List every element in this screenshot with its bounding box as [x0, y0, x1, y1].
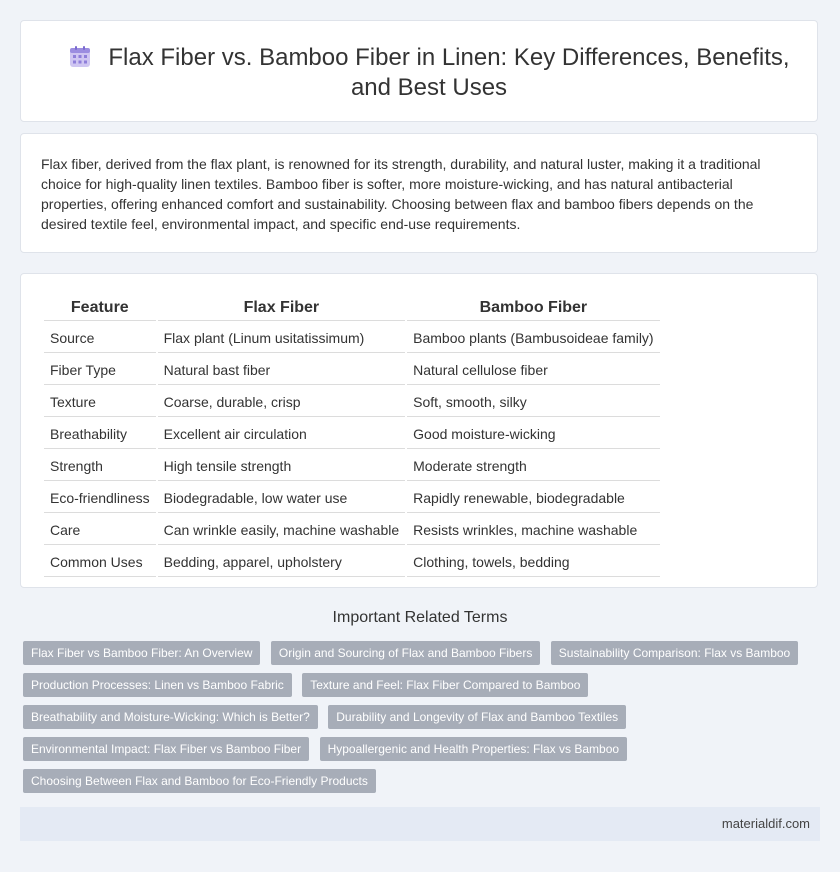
table-row	[44, 547, 660, 577]
related-term-tag[interactable]: Texture and Feel: Flax Fiber Compared to Bamboo	[302, 673, 588, 697]
intro-card	[20, 133, 818, 253]
related-term-tag[interactable]: Breathability and Moisture-Wicking: Which is Better?	[23, 705, 318, 729]
table-cell: Fiber Type	[44, 355, 156, 385]
table-cell: Strength	[44, 451, 156, 481]
title-card	[20, 20, 818, 122]
table-cell: Soft, smooth, silky	[407, 387, 659, 417]
table-cell: Bamboo plants (Bambusoideae family)	[407, 323, 659, 353]
page-title-text: Flax Fiber vs. Bamboo Fiber in Linen: Key Differences, Benefits, and Best Uses	[108, 44, 790, 101]
related-term-tag[interactable]: Production Processes: Linen vs Bamboo Fabric	[23, 673, 292, 697]
related-terms-tags	[23, 641, 813, 801]
header-feature: Feature	[44, 296, 156, 321]
table-cell: Eco-friendliness	[44, 483, 156, 513]
table-cell: Natural cellulose fiber	[407, 355, 659, 385]
comparison-table	[42, 294, 662, 579]
related-term-tag[interactable]: Choosing Between Flax and Bamboo for Eco-Friendly Products	[23, 769, 376, 793]
table-row	[44, 483, 660, 513]
table-cell: Texture	[44, 387, 156, 417]
table-cell: Excellent air circulation	[158, 419, 406, 449]
table-row	[44, 451, 660, 481]
table-cell: Resists wrinkles, machine washable	[407, 515, 659, 545]
related-term-tag[interactable]: Origin and Sourcing of Flax and Bamboo Fibers	[271, 641, 540, 665]
table-cell: Common Uses	[44, 547, 156, 577]
header-bamboo-fiber: Bamboo Fiber	[407, 296, 659, 321]
table-cell: Rapidly renewable, biodegradable	[407, 483, 659, 513]
table-cell: Bedding, apparel, upholstery	[158, 547, 406, 577]
related-term-tag[interactable]: Flax Fiber vs Bamboo Fiber: An Overview	[23, 641, 260, 665]
related-term-tag[interactable]: Durability and Longevity of Flax and Bamboo Textiles	[328, 705, 626, 729]
table-cell: Good moisture-wicking	[407, 419, 659, 449]
table-cell: Care	[44, 515, 156, 545]
table-cell: Source	[44, 323, 156, 353]
page-title	[61, 43, 797, 103]
intro-paragraph: Flax fiber, derived from the flax plant, is renowned for its strength, durability, and natural luster, making it a traditional choice for high-quality linen textiles. Bamboo fiber is softer, more moisture-wicking, and has natural antibacterial properties, offering enhanced comfort and sustainability. Choosing between flax and bamboo fibers depends on the desired textile feel, environmental impact, and specific end-use requirements.	[41, 156, 761, 232]
related-terms-heading: Important Related Terms	[332, 609, 508, 626]
related-term-tag[interactable]: Hypoallergenic and Health Properties: Flax vs Bamboo	[320, 737, 627, 761]
comparison-table-card	[20, 273, 818, 588]
related-term-tag[interactable]: Environmental Impact: Flax Fiber vs Bamboo Fiber	[23, 737, 309, 761]
calendar-grid-icon	[68, 45, 92, 69]
footer-site-link[interactable]: materialdif.com	[721, 816, 810, 831]
table-cell: Moderate strength	[407, 451, 659, 481]
table-cell: Biodegradable, low water use	[158, 483, 406, 513]
table-row	[44, 355, 660, 385]
table-cell: Coarse, durable, crisp	[158, 387, 406, 417]
related-term-tag[interactable]: Sustainability Comparison: Flax vs Bamboo	[551, 641, 798, 665]
footer	[20, 807, 820, 841]
table-cell: Breathability	[44, 419, 156, 449]
table-cell: Can wrinkle easily, machine washable	[158, 515, 406, 545]
title-wrap	[61, 43, 797, 103]
table-cell: Natural bast fiber	[158, 355, 406, 385]
table-row	[44, 515, 660, 545]
table-cell: Clothing, towels, bedding	[407, 547, 659, 577]
table-header-row	[44, 296, 660, 321]
table-row	[44, 323, 660, 353]
header-flax-fiber: Flax Fiber	[158, 296, 406, 321]
table-cell: High tensile strength	[158, 451, 406, 481]
table-row	[44, 387, 660, 417]
table-cell: Flax plant (Linum usitatissimum)	[158, 323, 406, 353]
table-row	[44, 419, 660, 449]
